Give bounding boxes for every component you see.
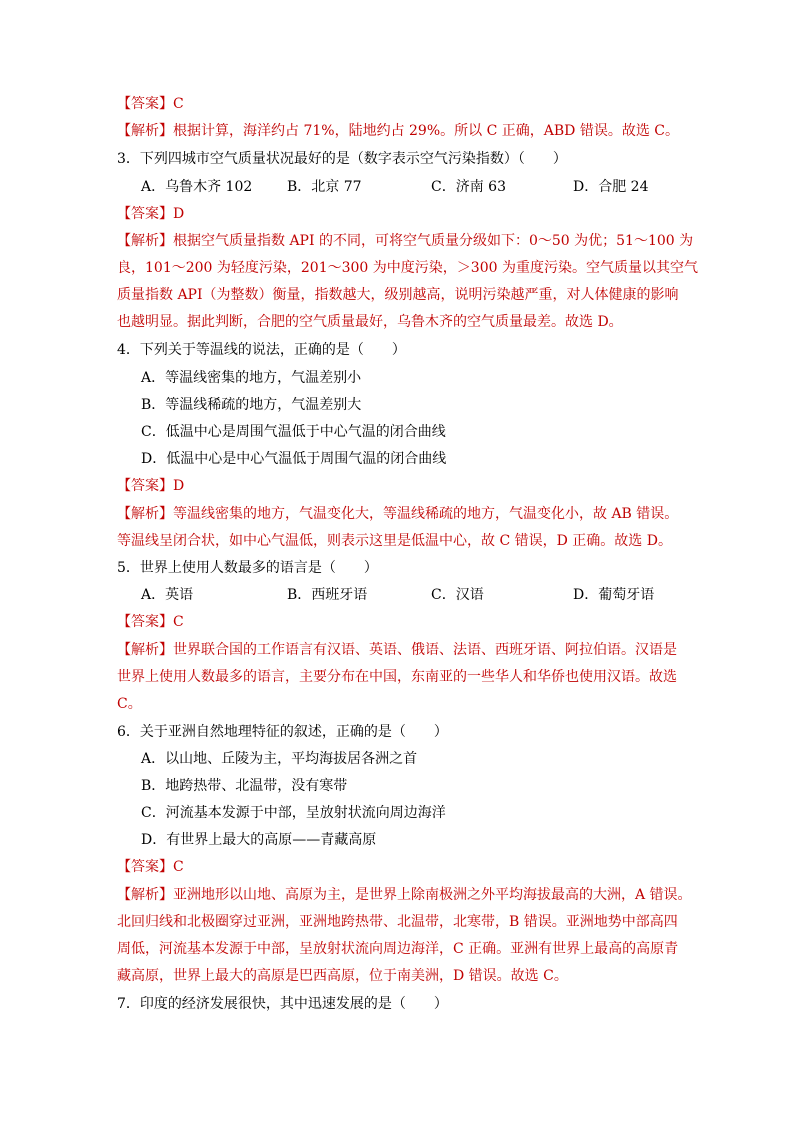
analysis-text: 世界联合国的工作语言有汉语、英语、俄语、法语、西班牙语、阿拉伯语。汉语是 [173,642,677,658]
analysis-label: 【解析】 [117,233,173,249]
answer-label: 【答案】 [117,859,173,875]
answer-value: D [173,478,185,494]
q4-option-c: C．低温中心是周围气温低于中心气温的闭合曲线 [141,424,446,440]
analysis-text: 等温线密集的地方，气温变化大，等温线稀疏的地方，气温变化小，故 AB 错误。 [173,506,679,522]
q3-answer-line [117,204,184,224]
answer-label: 【答案】 [117,96,173,112]
q4-stem: 4．下列关于等温线的说法，正确的是（ ） [117,342,406,358]
q5-option-b: B．西班牙语 [287,587,368,603]
q4-analysis-line-1 [117,504,678,524]
q3-analysis-line-2: 良，101～200 为轻度污染，201～300 为中度污染，＞300 为重度污染。空气质量以其空气 [117,260,698,276]
q5-analysis-line-1 [117,640,677,660]
q6-analysis-line-3: 周低，河流基本发源于中部，呈放射状流向周边海洋，C 正确。亚洲有世界上最高的高原青 [117,941,679,957]
q2-analysis-line [117,121,679,141]
q3-option-b: B．北京 77 [287,179,362,195]
q5-stem: 5．世界上使用人数最多的语言是（ ） [117,560,378,576]
q6-option-b: B．地跨热带、北温带，没有寒带 [141,778,348,794]
analysis-label: 【解析】 [117,642,173,658]
answer-label: 【答案】 [117,614,173,630]
answer-label: 【答案】 [117,478,173,494]
analysis-label: 【解析】 [117,123,173,139]
analysis-label: 【解析】 [117,887,173,903]
q4-option-b: B．等温线稀疏的地方，气温差别大 [141,397,362,413]
q3-analysis-line-4: 也越明显。据此判断，合肥的空气质量最好，乌鲁木齐的空气质量最差。故选 D。 [117,314,623,330]
answer-value: C [173,859,184,875]
q5-answer-line [117,612,184,632]
analysis-text: 根据计算，海洋约占 71%，陆地约占 29%。所以 C 正确，ABD 错误。故选 C。 [173,123,679,139]
analysis-text: 根据空气质量指数 API 的不同，可将空气质量分级如下：0～50 为优；51～100 为 [173,233,694,249]
q5-option-d: D．葡萄牙语 [573,587,655,603]
answer-value: C [173,614,184,630]
q3-option-d: D．合肥 24 [573,179,649,195]
answer-label: 【答案】 [117,206,173,222]
q4-option-a: A．等温线密集的地方，气温差别小 [141,370,362,386]
q3-stem: 3．下列四城市空气质量状况最好的是（数字表示空气污染指数）（ ） [117,151,567,167]
q6-answer-line [117,857,184,877]
q6-stem: 6．关于亚洲自然地理特征的叙述，正确的是（ ） [117,724,448,740]
q3-analysis-line-3: 质量指数 API（为整数）衡量，指数越大，级别越高，说明污染越严重，对人体健康的影响 [117,287,679,303]
q2-answer-line [117,94,184,114]
q4-analysis-line-2: 等温线呈闭合状，如中心气温低，则表示这里是低温中心，故 C 错误，D 正确。故选 D。 [117,533,672,549]
q5-analysis-line-2: 世界上使用人数最多的语言，主要分布在中国，东南亚的一些华人和华侨也使用汉语。故选 [117,669,677,685]
analysis-label: 【解析】 [117,506,173,522]
q6-option-c: C．河流基本发源于中部，呈放射状流向周边海洋 [141,805,446,821]
q7-stem: 7．印度的经济发展很快，其中迅速发展的是（ ） [117,996,448,1012]
q5-option-c: C．汉语 [431,587,484,603]
answer-value: C [173,96,184,112]
answer-value: D [173,206,185,222]
q3-option-a: A．乌鲁木齐 102 [141,179,253,195]
q4-option-d: D．低温中心是中心气温低于周围气温的闭合曲线 [141,451,447,467]
q6-analysis-line-4: 藏高原，世界上最大的高原是巴西高原，位于南美洲，D 错误。故选 C。 [117,968,568,984]
q3-analysis-line-1 [117,231,693,251]
q6-analysis-line-1 [117,885,692,905]
analysis-text: 亚洲地形以山地、高原为主，是世界上除南极洲之外平均海拔最高的大洲，A 错误。 [173,887,692,903]
q4-answer-line [117,476,184,496]
q6-option-d: D．有世界上最大的高原——青藏高原 [141,832,377,848]
q3-option-c: C．济南 63 [431,179,506,195]
q6-option-a: A．以山地、丘陵为主，平均海拔居各洲之首 [141,751,418,767]
q5-analysis-line-3: C。 [117,696,142,712]
q5-option-a: A．英语 [141,587,194,603]
q6-analysis-line-2: 北回归线和北极圈穿过亚洲，亚洲地跨热带、北温带，北寒带，B 错误。亚洲地势中部高四 [117,914,678,930]
